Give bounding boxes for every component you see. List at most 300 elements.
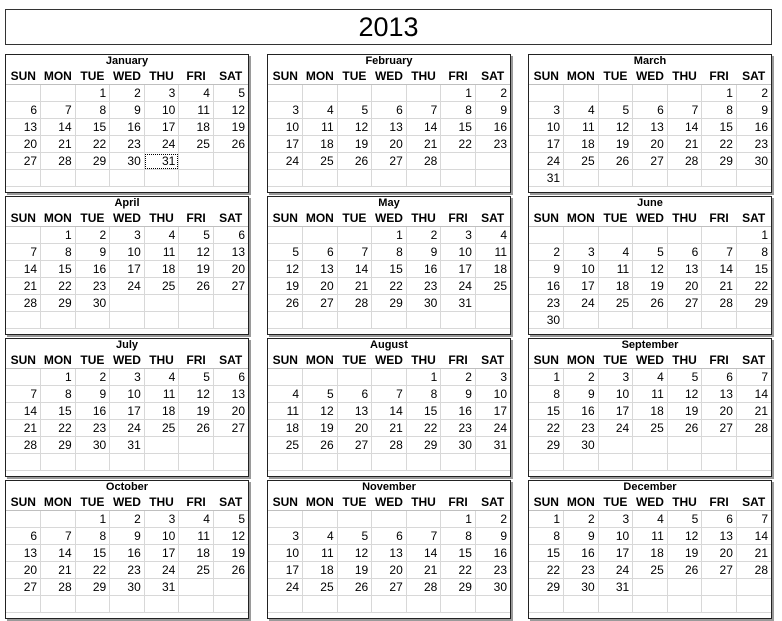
day-cell[interactable] [667, 437, 702, 454]
day-cell[interactable]: 8 [41, 244, 76, 261]
day-cell[interactable]: 31 [441, 295, 476, 312]
day-cell[interactable]: 26 [667, 562, 702, 579]
day-cell[interactable]: 19 [179, 261, 214, 278]
day-cell[interactable]: 16 [441, 403, 476, 420]
day-cell[interactable]: 26 [213, 562, 248, 579]
day-cell[interactable]: 17 [564, 278, 599, 295]
day-cell[interactable]: 20 [372, 136, 407, 153]
day-cell[interactable]: 23 [475, 136, 510, 153]
day-cell[interactable]: 30 [406, 295, 441, 312]
day-cell[interactable]: 5 [179, 369, 214, 386]
day-cell[interactable]: 2 [736, 85, 771, 102]
day-cell[interactable] [268, 454, 303, 471]
day-cell[interactable] [598, 454, 633, 471]
day-cell[interactable]: 15 [41, 261, 76, 278]
day-cell[interactable] [110, 312, 145, 329]
day-cell[interactable]: 21 [41, 562, 76, 579]
day-cell[interactable]: 29 [441, 579, 476, 596]
day-cell[interactable]: 6 [702, 369, 737, 386]
day-cell[interactable]: 7 [406, 528, 441, 545]
day-cell[interactable]: 7 [736, 511, 771, 528]
day-cell[interactable]: 22 [41, 278, 76, 295]
day-cell[interactable]: 3 [441, 227, 476, 244]
day-cell[interactable]: 19 [337, 562, 372, 579]
day-cell[interactable]: 8 [702, 102, 737, 119]
day-cell[interactable] [6, 312, 41, 329]
day-cell[interactable]: 25 [303, 579, 338, 596]
day-cell[interactable]: 12 [268, 261, 303, 278]
day-cell[interactable]: 21 [736, 545, 771, 562]
day-cell[interactable]: 10 [110, 244, 145, 261]
day-cell[interactable] [633, 227, 668, 244]
day-cell[interactable]: 31 [475, 437, 510, 454]
day-cell[interactable]: 5 [213, 85, 248, 102]
day-cell[interactable]: 22 [736, 278, 771, 295]
day-cell[interactable]: 11 [179, 102, 214, 119]
day-cell[interactable] [337, 369, 372, 386]
day-cell[interactable]: 27 [667, 295, 702, 312]
day-cell[interactable] [564, 312, 599, 329]
day-cell[interactable] [179, 579, 214, 596]
day-cell[interactable]: 1 [75, 85, 110, 102]
day-cell[interactable]: 20 [667, 278, 702, 295]
day-cell[interactable]: 16 [110, 545, 145, 562]
day-cell[interactable] [598, 170, 633, 187]
day-cell[interactable]: 2 [75, 369, 110, 386]
day-cell[interactable]: 27 [702, 420, 737, 437]
day-cell[interactable]: 19 [303, 420, 338, 437]
day-cell[interactable]: 25 [179, 136, 214, 153]
day-cell[interactable]: 5 [337, 102, 372, 119]
day-cell[interactable]: 4 [179, 511, 214, 528]
day-cell[interactable]: 7 [6, 386, 41, 403]
day-cell[interactable] [144, 170, 179, 187]
day-cell[interactable]: 9 [475, 102, 510, 119]
day-cell[interactable]: 28 [6, 295, 41, 312]
day-cell[interactable]: 31 [144, 579, 179, 596]
day-cell[interactable]: 3 [564, 244, 599, 261]
day-cell[interactable]: 25 [475, 278, 510, 295]
day-cell[interactable]: 1 [441, 85, 476, 102]
day-cell[interactable]: 20 [6, 136, 41, 153]
day-cell[interactable]: 1 [736, 227, 771, 244]
day-cell[interactable]: 13 [337, 403, 372, 420]
day-cell[interactable] [6, 369, 41, 386]
day-cell[interactable] [144, 295, 179, 312]
day-cell[interactable]: 3 [268, 528, 303, 545]
day-cell[interactable] [529, 85, 564, 102]
day-cell[interactable]: 23 [564, 420, 599, 437]
day-cell[interactable] [667, 312, 702, 329]
day-cell[interactable] [702, 454, 737, 471]
day-cell[interactable]: 11 [179, 528, 214, 545]
day-cell[interactable] [667, 85, 702, 102]
day-cell[interactable] [598, 437, 633, 454]
day-cell[interactable] [441, 170, 476, 187]
day-cell[interactable] [667, 227, 702, 244]
day-cell[interactable] [702, 227, 737, 244]
day-cell[interactable] [213, 579, 248, 596]
day-cell[interactable] [475, 153, 510, 170]
day-cell[interactable]: 1 [441, 511, 476, 528]
day-cell[interactable]: 26 [337, 153, 372, 170]
day-cell[interactable] [475, 295, 510, 312]
day-cell[interactable]: 11 [303, 545, 338, 562]
day-cell[interactable]: 9 [564, 386, 599, 403]
day-cell[interactable] [303, 454, 338, 471]
day-cell[interactable]: 25 [633, 562, 668, 579]
day-cell[interactable] [213, 295, 248, 312]
day-cell[interactable]: 12 [179, 244, 214, 261]
day-cell[interactable]: 1 [406, 369, 441, 386]
day-cell[interactable]: 17 [144, 119, 179, 136]
day-cell[interactable]: 9 [475, 528, 510, 545]
day-cell[interactable]: 14 [41, 545, 76, 562]
day-cell[interactable]: 3 [598, 369, 633, 386]
day-cell[interactable]: 24 [268, 579, 303, 596]
day-cell[interactable]: 24 [144, 136, 179, 153]
day-cell[interactable] [564, 170, 599, 187]
day-cell[interactable]: 22 [406, 420, 441, 437]
day-cell[interactable]: 17 [598, 403, 633, 420]
day-cell[interactable]: 22 [702, 136, 737, 153]
day-cell[interactable]: 21 [6, 420, 41, 437]
day-cell[interactable]: 6 [702, 511, 737, 528]
day-cell[interactable]: 9 [564, 528, 599, 545]
day-cell[interactable] [303, 227, 338, 244]
day-cell[interactable]: 19 [268, 278, 303, 295]
day-cell[interactable]: 17 [441, 261, 476, 278]
day-cell[interactable]: 11 [268, 403, 303, 420]
day-cell[interactable]: 23 [564, 562, 599, 579]
day-cell[interactable]: 17 [110, 261, 145, 278]
day-cell[interactable] [41, 85, 76, 102]
day-cell[interactable]: 24 [598, 420, 633, 437]
day-cell[interactable]: 20 [303, 278, 338, 295]
day-cell[interactable]: 30 [110, 579, 145, 596]
day-cell[interactable]: 21 [736, 403, 771, 420]
day-cell[interactable]: 24 [475, 420, 510, 437]
day-cell[interactable] [41, 596, 76, 613]
day-cell[interactable]: 18 [633, 403, 668, 420]
day-cell[interactable]: 26 [303, 437, 338, 454]
day-cell[interactable]: 10 [598, 386, 633, 403]
day-cell[interactable]: 19 [633, 278, 668, 295]
day-cell[interactable]: 13 [633, 119, 668, 136]
day-cell[interactable] [6, 511, 41, 528]
day-cell[interactable] [337, 596, 372, 613]
day-cell[interactable]: 29 [41, 437, 76, 454]
day-cell[interactable]: 16 [564, 545, 599, 562]
day-cell[interactable]: 21 [702, 278, 737, 295]
day-cell[interactable]: 12 [337, 119, 372, 136]
day-cell[interactable]: 20 [213, 261, 248, 278]
day-cell[interactable]: 6 [213, 369, 248, 386]
day-cell[interactable]: 28 [6, 437, 41, 454]
day-cell[interactable]: 26 [337, 579, 372, 596]
day-cell[interactable]: 16 [110, 119, 145, 136]
day-cell[interactable]: 9 [736, 102, 771, 119]
day-cell[interactable] [144, 437, 179, 454]
day-cell[interactable]: 23 [529, 295, 564, 312]
day-cell[interactable] [598, 227, 633, 244]
day-cell[interactable]: 27 [633, 153, 668, 170]
day-cell[interactable] [144, 454, 179, 471]
day-cell[interactable]: 1 [372, 227, 407, 244]
day-cell[interactable] [372, 85, 407, 102]
day-cell[interactable]: 28 [406, 579, 441, 596]
day-cell[interactable]: 5 [598, 102, 633, 119]
day-cell[interactable]: 5 [667, 369, 702, 386]
day-cell[interactable]: 16 [75, 261, 110, 278]
day-cell[interactable]: 8 [736, 244, 771, 261]
day-cell[interactable] [667, 579, 702, 596]
day-cell[interactable]: 18 [144, 261, 179, 278]
day-cell[interactable]: 13 [702, 528, 737, 545]
day-cell[interactable]: 30 [441, 437, 476, 454]
day-cell[interactable]: 15 [702, 119, 737, 136]
day-cell[interactable]: 23 [736, 136, 771, 153]
day-cell[interactable] [441, 454, 476, 471]
day-cell[interactable] [179, 596, 214, 613]
day-cell[interactable]: 7 [337, 244, 372, 261]
day-cell[interactable]: 21 [337, 278, 372, 295]
day-cell[interactable]: 20 [337, 420, 372, 437]
day-cell[interactable]: 10 [598, 528, 633, 545]
day-cell[interactable] [702, 312, 737, 329]
day-cell[interactable]: 15 [75, 119, 110, 136]
day-cell[interactable]: 17 [144, 545, 179, 562]
day-cell[interactable] [41, 511, 76, 528]
day-cell[interactable]: 6 [337, 386, 372, 403]
day-cell[interactable]: 4 [475, 227, 510, 244]
day-cell[interactable]: 27 [372, 579, 407, 596]
day-cell[interactable]: 9 [441, 386, 476, 403]
day-cell[interactable]: 1 [41, 227, 76, 244]
day-cell[interactable] [268, 596, 303, 613]
day-cell[interactable]: 20 [6, 562, 41, 579]
day-cell[interactable]: 25 [144, 278, 179, 295]
day-cell[interactable]: 10 [475, 386, 510, 403]
day-cell[interactable]: 8 [529, 528, 564, 545]
day-cell[interactable]: 19 [213, 545, 248, 562]
day-cell[interactable] [529, 227, 564, 244]
day-cell[interactable] [337, 227, 372, 244]
day-cell[interactable]: 27 [372, 153, 407, 170]
day-cell[interactable] [667, 596, 702, 613]
day-cell[interactable]: 18 [303, 136, 338, 153]
day-cell[interactable]: 18 [179, 545, 214, 562]
day-cell[interactable]: 7 [702, 244, 737, 261]
day-cell[interactable]: 9 [110, 102, 145, 119]
day-cell[interactable]: 26 [179, 420, 214, 437]
day-cell[interactable]: 12 [337, 545, 372, 562]
day-cell[interactable]: 14 [667, 119, 702, 136]
day-cell[interactable]: 27 [213, 278, 248, 295]
day-cell[interactable]: 26 [213, 136, 248, 153]
day-cell[interactable]: 1 [529, 369, 564, 386]
day-cell[interactable] [702, 437, 737, 454]
day-cell[interactable]: 10 [110, 386, 145, 403]
day-cell[interactable] [337, 511, 372, 528]
day-cell[interactable]: 22 [441, 562, 476, 579]
day-cell[interactable]: 4 [303, 102, 338, 119]
day-cell[interactable]: 12 [667, 386, 702, 403]
day-cell[interactable]: 2 [564, 369, 599, 386]
day-cell[interactable]: 13 [6, 545, 41, 562]
day-cell[interactable]: 26 [633, 295, 668, 312]
day-cell[interactable]: 5 [213, 511, 248, 528]
day-cell[interactable]: 24 [441, 278, 476, 295]
day-cell[interactable] [736, 454, 771, 471]
day-cell[interactable] [213, 170, 248, 187]
day-cell[interactable]: 2 [110, 511, 145, 528]
day-cell[interactable] [372, 369, 407, 386]
day-cell[interactable] [529, 454, 564, 471]
day-cell[interactable]: 12 [667, 528, 702, 545]
day-cell[interactable]: 23 [75, 278, 110, 295]
day-cell[interactable]: 3 [475, 369, 510, 386]
day-cell[interactable]: 3 [110, 369, 145, 386]
day-cell[interactable]: 21 [41, 136, 76, 153]
day-cell[interactable]: 18 [564, 136, 599, 153]
day-cell[interactable] [702, 170, 737, 187]
day-cell[interactable]: 1 [702, 85, 737, 102]
day-cell[interactable] [337, 85, 372, 102]
day-cell[interactable]: 4 [633, 511, 668, 528]
day-cell[interactable]: 12 [303, 403, 338, 420]
day-cell[interactable] [75, 454, 110, 471]
day-cell[interactable]: 29 [529, 437, 564, 454]
day-cell[interactable]: 23 [475, 562, 510, 579]
day-cell[interactable]: 30 [564, 437, 599, 454]
day-cell[interactable] [406, 85, 441, 102]
day-cell[interactable]: 2 [406, 227, 441, 244]
day-cell[interactable]: 2 [564, 511, 599, 528]
day-cell[interactable]: 8 [75, 102, 110, 119]
day-cell[interactable]: 8 [441, 528, 476, 545]
day-cell[interactable] [75, 170, 110, 187]
day-cell[interactable]: 6 [372, 102, 407, 119]
day-cell[interactable]: 29 [75, 579, 110, 596]
day-cell[interactable] [213, 596, 248, 613]
day-cell[interactable]: 4 [144, 227, 179, 244]
day-cell[interactable]: 14 [6, 261, 41, 278]
day-cell[interactable] [268, 369, 303, 386]
day-cell[interactable] [372, 454, 407, 471]
day-cell[interactable]: 5 [667, 511, 702, 528]
day-cell[interactable]: 9 [406, 244, 441, 261]
day-cell[interactable] [406, 511, 441, 528]
day-cell[interactable]: 2 [441, 369, 476, 386]
day-cell[interactable]: 13 [213, 386, 248, 403]
day-cell[interactable]: 29 [702, 153, 737, 170]
day-cell[interactable] [303, 511, 338, 528]
day-cell[interactable] [110, 170, 145, 187]
day-cell[interactable]: 20 [372, 562, 407, 579]
day-cell[interactable] [736, 596, 771, 613]
day-cell[interactable]: 17 [110, 403, 145, 420]
day-cell[interactable]: 11 [475, 244, 510, 261]
day-cell[interactable]: 15 [441, 119, 476, 136]
day-cell[interactable] [633, 312, 668, 329]
day-cell[interactable]: 28 [667, 153, 702, 170]
day-cell[interactable]: 15 [372, 261, 407, 278]
day-cell[interactable]: 7 [736, 369, 771, 386]
day-cell[interactable]: 2 [475, 85, 510, 102]
day-cell[interactable]: 8 [372, 244, 407, 261]
day-cell[interactable]: 14 [372, 403, 407, 420]
day-cell[interactable]: 8 [41, 386, 76, 403]
day-cell[interactable]: 23 [110, 136, 145, 153]
day-cell[interactable]: 30 [75, 437, 110, 454]
day-cell[interactable]: 18 [598, 278, 633, 295]
day-cell[interactable] [268, 511, 303, 528]
day-cell[interactable]: 18 [475, 261, 510, 278]
day-cell[interactable] [213, 437, 248, 454]
day-cell[interactable] [598, 85, 633, 102]
day-cell[interactable]: 13 [372, 119, 407, 136]
day-cell[interactable]: 25 [268, 437, 303, 454]
day-cell[interactable] [441, 153, 476, 170]
day-cell[interactable] [736, 312, 771, 329]
day-cell[interactable]: 7 [667, 102, 702, 119]
day-cell[interactable]: 5 [633, 244, 668, 261]
day-cell[interactable]: 19 [667, 545, 702, 562]
day-cell[interactable] [406, 312, 441, 329]
day-cell[interactable]: 1 [529, 511, 564, 528]
day-cell[interactable]: 15 [75, 545, 110, 562]
day-cell[interactable]: 12 [213, 102, 248, 119]
day-cell[interactable]: 13 [702, 386, 737, 403]
day-cell[interactable]: 2 [110, 85, 145, 102]
day-cell[interactable] [303, 170, 338, 187]
day-cell[interactable]: 20 [213, 403, 248, 420]
day-cell[interactable]: 3 [529, 102, 564, 119]
day-cell[interactable] [75, 596, 110, 613]
day-cell[interactable]: 19 [598, 136, 633, 153]
day-cell[interactable]: 23 [441, 420, 476, 437]
day-cell[interactable]: 16 [406, 261, 441, 278]
day-cell[interactable]: 19 [179, 403, 214, 420]
day-cell[interactable] [702, 596, 737, 613]
day-cell[interactable]: 13 [6, 119, 41, 136]
day-cell[interactable]: 31 [110, 437, 145, 454]
day-cell[interactable] [736, 170, 771, 187]
day-cell[interactable]: 5 [268, 244, 303, 261]
day-cell[interactable] [6, 454, 41, 471]
day-cell[interactable] [179, 170, 214, 187]
day-cell[interactable]: 29 [41, 295, 76, 312]
day-cell[interactable]: 18 [303, 562, 338, 579]
day-cell[interactable] [337, 312, 372, 329]
day-cell[interactable]: 25 [179, 562, 214, 579]
day-cell[interactable]: 16 [529, 278, 564, 295]
day-cell[interactable]: 9 [529, 261, 564, 278]
day-cell[interactable] [213, 454, 248, 471]
day-cell[interactable] [598, 596, 633, 613]
day-cell[interactable]: 8 [406, 386, 441, 403]
day-cell[interactable] [41, 312, 76, 329]
day-cell[interactable] [529, 596, 564, 613]
day-cell[interactable]: 11 [633, 528, 668, 545]
day-cell[interactable]: 6 [372, 528, 407, 545]
day-cell[interactable] [179, 153, 214, 170]
day-cell[interactable]: 29 [529, 579, 564, 596]
day-cell[interactable] [268, 312, 303, 329]
day-cell[interactable]: 22 [529, 420, 564, 437]
day-cell[interactable]: 22 [41, 420, 76, 437]
